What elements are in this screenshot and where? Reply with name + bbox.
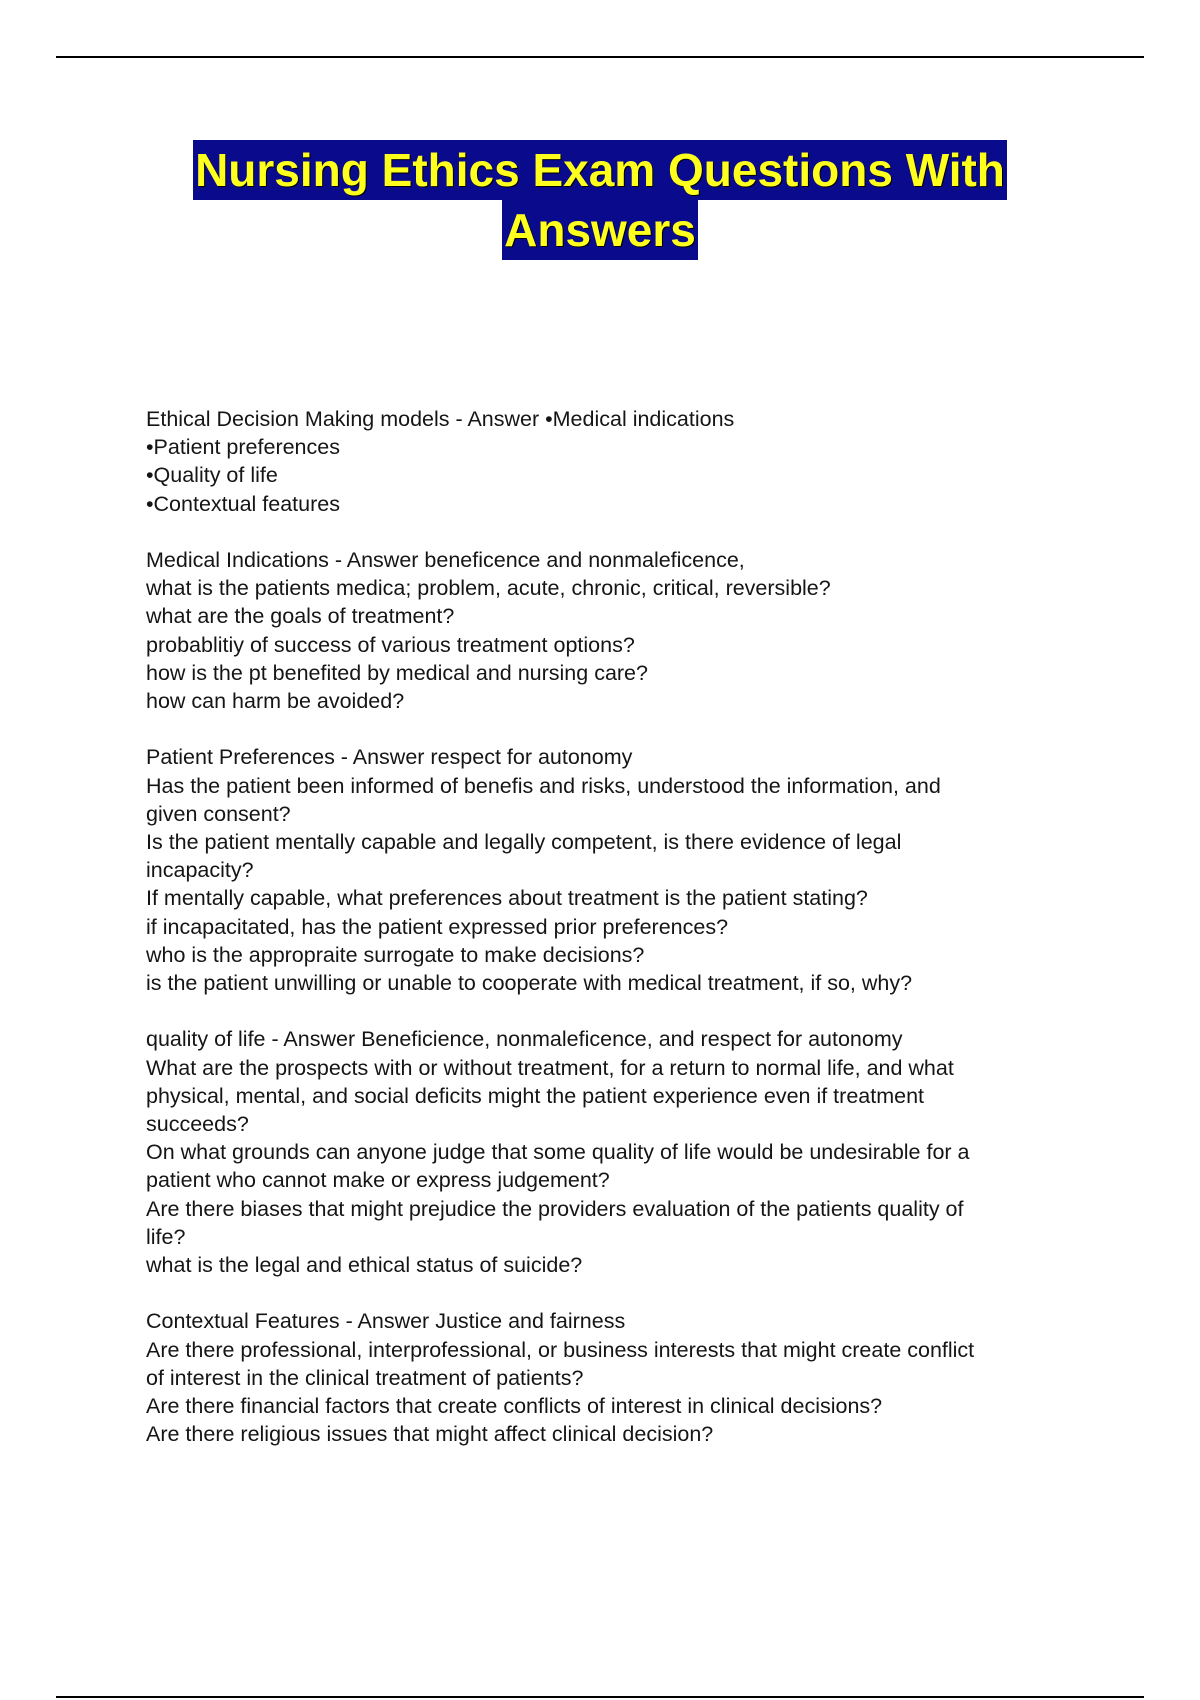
section-contextual-features (146, 1307, 1086, 1448)
text-line: Has the patient been informed of benefis and risks, understood the information, and (146, 773, 941, 798)
text-line: •Patient preferences (146, 435, 340, 460)
text-line: is the patient unwilling or unable to cooperate with medical treatment, if so, why? (146, 971, 913, 996)
text-line: what is the legal and ethical status of suicide? (146, 1253, 583, 1278)
document-title (0, 140, 1200, 260)
text-line: what is the patients medica; problem, acute, chronic, critical, reversible? (146, 576, 831, 601)
section-decision-models (146, 405, 1086, 518)
text-line: •Contextual features (146, 491, 340, 516)
text-line: physical, mental, and social deficits might the patient experience even if treatment (146, 1083, 924, 1108)
top-rule (56, 56, 1144, 58)
text-line: •Quality of life (146, 463, 278, 488)
text-line: given consent? (146, 801, 291, 826)
text-line: of interest in the clinical treatment of patients? (146, 1365, 584, 1390)
text-line: probablitiy of success of various treatment options? (146, 632, 635, 657)
text-line: Contextual Features - Answer Justice and fairness (146, 1309, 626, 1334)
text-line: what are the goals of treatment? (146, 604, 455, 629)
text-line: Is the patient mentally capable and legally competent, is there evidence of legal (146, 830, 902, 855)
text-line: succeeds? (146, 1112, 249, 1137)
section-patient-preferences (146, 743, 1086, 997)
text-line: Medical Indications - Answer beneficence and nonmaleficence, (146, 548, 745, 572)
text-line: patient who cannot make or express judgement? (146, 1168, 610, 1193)
text-line: Are there biases that might prejudice the providers evaluation of the patients quality of (146, 1196, 964, 1221)
title-line-1: Nursing Ethics Exam Questions With (193, 140, 1007, 200)
text-line: If mentally capable, what preferences about treatment is the patient stating? (146, 886, 868, 911)
text-line: if incapacitated, has the patient expressed prior preferences? (146, 914, 729, 939)
text-line: how can harm be avoided? (146, 689, 405, 714)
text-line: who is the appropraite surrogate to make decisions? (146, 942, 645, 967)
text-line: life? (146, 1224, 186, 1249)
text-line: What are the prospects with or without treatment, for a return to normal life, and what (146, 1055, 954, 1080)
bottom-rule (56, 1696, 1144, 1698)
document-body (146, 405, 1086, 1477)
section-medical-indications (146, 546, 1086, 715)
text-line: Patient Preferences - Answer respect for autonomy (146, 745, 633, 770)
text-line: Are there religious issues that might affect clinical decision? (146, 1422, 714, 1447)
title-line-2: Answers (502, 200, 698, 260)
text-line: incapacity? (146, 858, 254, 883)
text-line: Are there professional, interprofessional, or business interests that might create conflict (146, 1337, 975, 1362)
text-line: Are there financial factors that create conflicts of interest in clinical decisions? (146, 1394, 883, 1419)
text-line: how is the pt benefited by medical and nursing care? (146, 660, 648, 685)
text-line: Ethical Decision Making models - Answer •Medical indications (146, 407, 735, 431)
text-line: On what grounds can anyone judge that some quality of life would be undesirable for a (146, 1140, 970, 1165)
text-line: quality of life - Answer Beneficience, nonmaleficence, and respect for autonomy (146, 1027, 903, 1052)
section-quality-of-life (146, 1025, 1086, 1279)
